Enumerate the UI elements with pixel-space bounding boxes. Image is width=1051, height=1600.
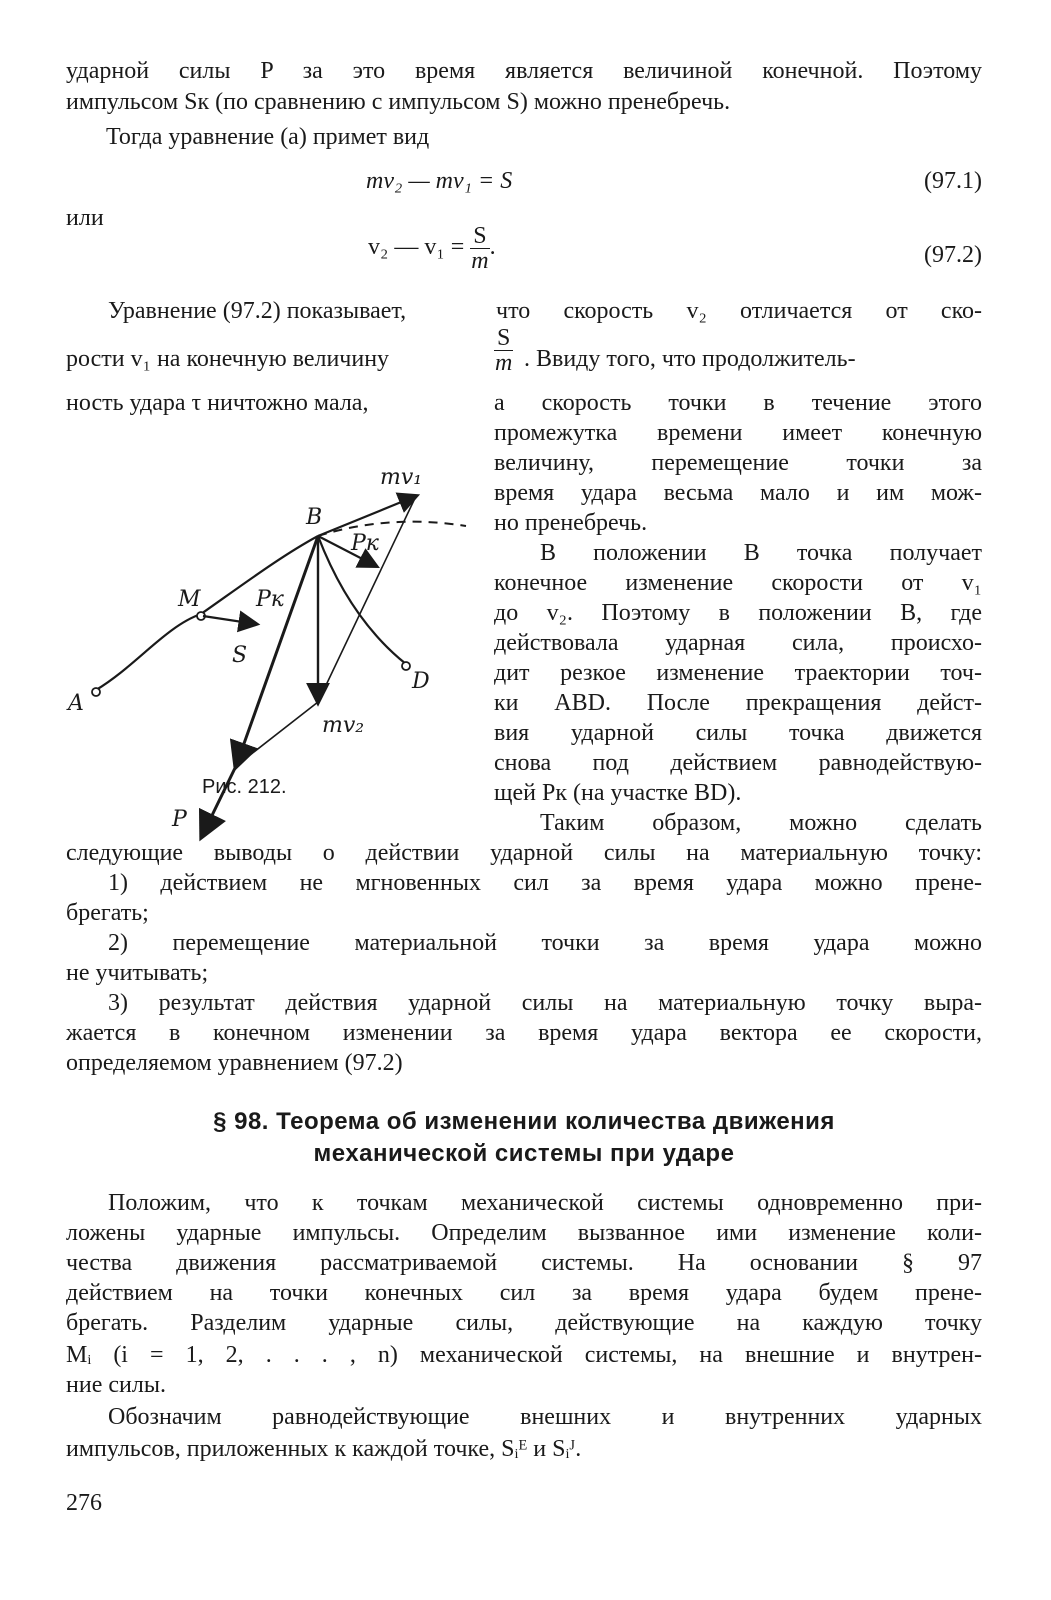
inline-fraction <box>494 326 513 375</box>
text-line: ность удара τ ничтожно мала, <box>66 390 369 416</box>
text-line: определяемом уравнением (97.2) <box>66 1050 403 1076</box>
label-mv1: mv₁ <box>380 465 423 490</box>
page-number: 276 <box>66 1490 102 1516</box>
trajectory-ab <box>96 536 318 690</box>
text-line: ки ABD. После прекращения дейст- <box>494 690 982 716</box>
text-line: а скорость точки в течение этого <box>494 390 982 416</box>
text-line: конечное изменение скорости от v₁ <box>494 570 982 596</box>
text-line: ударной силы P за это время является величиной конечной. Поэтому <box>66 58 982 84</box>
text-line: Уравнение (97.2) показывает, <box>108 298 407 324</box>
text-line: жается в конечном изменении за время удара вектора ее скорости, <box>66 1020 982 1046</box>
label-p: P <box>172 807 187 832</box>
text-line: рости v₁ на конечную величину <box>66 346 390 372</box>
text-line: снова под действием равнодействую- <box>494 750 982 776</box>
equation-tail: . <box>489 234 496 261</box>
construction-line <box>318 496 416 702</box>
equation-number: (97.1) <box>924 168 982 194</box>
equation-left: v₂ — v₁ = <box>368 234 471 261</box>
text-line: ложены ударные импульсы. Определим вызванное ими изменение коли- <box>66 1220 982 1246</box>
text-line: щей Pк (на участке BD). <box>494 780 742 806</box>
fraction-denominator: m <box>471 248 489 274</box>
vector-mv1 <box>318 496 416 536</box>
text-line: Mᵢ (i = 1, 2, . . . , n) механической системы, на внешние и внутрен- <box>66 1342 982 1368</box>
text-line: следующие выводы о действии ударной силы на материальную точку: <box>66 840 982 866</box>
text-line: до v₂. Поэтому в положении B, где <box>494 600 982 626</box>
label-s: S <box>232 643 248 668</box>
vector-pk-m <box>203 616 256 624</box>
section-heading: § 98. Теорема об изменении количества движения <box>213 1108 835 1135</box>
text-line: ние силы. <box>66 1372 166 1398</box>
text-line: импульсом Sк (по сравнению с импульсом S) можно пренебречь. <box>66 89 731 115</box>
fraction-numerator: S <box>494 326 513 351</box>
fraction-denominator: m <box>495 350 513 376</box>
figure-caption: Рис. 212. <box>202 776 287 798</box>
text-line: импульсов, приложенных к каждой точке, Sᵢᴱ и Sᵢᴶ. <box>66 1436 582 1462</box>
text-line: . Ввиду того, что продолжитель- <box>524 346 856 372</box>
text-line: вия ударной силы точка движется <box>494 720 982 746</box>
text-line: Обозначим равнодействующие внешних и внутренних ударных <box>108 1404 982 1430</box>
text-line: Положим, что к точкам механической системы одновременно при- <box>108 1190 982 1216</box>
label-b: B <box>306 505 323 530</box>
trajectory-dashed <box>318 522 466 536</box>
fraction <box>494 326 513 375</box>
text-line: не учитывать; <box>66 960 209 986</box>
text-line: В положении B точка получает <box>540 540 982 566</box>
equation-97-1: mv₂ — mv₁ = S <box>366 168 513 194</box>
text-line: время удара весьма мало и им мож- <box>494 480 982 506</box>
fraction <box>470 224 489 273</box>
label-pk-m: Pк <box>256 587 284 612</box>
text-line: брегать. Разделим ударные силы, действующие на каждую точку <box>66 1310 982 1336</box>
text-line: чества движения рассматриваемой системы. На основании § 97 <box>66 1250 982 1276</box>
text-line: 3) результат действия ударной силы на материальную точку выра- <box>108 990 982 1016</box>
text-line: Таким образом, можно сделать <box>540 810 982 836</box>
point-d <box>402 662 410 670</box>
text-line: но пренебречь. <box>494 510 648 536</box>
vector-s <box>236 536 318 766</box>
text-line: что скорость v₂ отличается от ско- <box>496 298 982 324</box>
text-line: дит резкое изменение траектории точ- <box>494 660 982 686</box>
text-line: действием на точки конечных сил за время удара будем прене- <box>66 1280 982 1306</box>
text-line: промежутка времени имеет конечную <box>494 420 982 446</box>
label-a: A <box>68 691 84 716</box>
figure-212 <box>66 376 496 896</box>
fraction-numerator: S <box>470 224 489 249</box>
text-line: 2) перемещение материальной точки за время удара можно <box>108 930 982 956</box>
equation-97-2 <box>368 224 496 273</box>
label-d: D <box>412 669 430 694</box>
text-line: действовала ударная сила, происхо- <box>494 630 982 656</box>
text-line: 1) действием не мгновенных сил за время удара можно прене- <box>108 870 982 896</box>
label-m: M <box>178 587 201 612</box>
text-line: или <box>66 205 104 231</box>
point-a <box>92 688 100 696</box>
label-mv2: mv₂ <box>322 713 365 738</box>
section-heading: механической системы при ударе <box>313 1140 735 1167</box>
text-line: Тогда уравнение (а) примет вид <box>106 124 430 150</box>
text-line: брегать; <box>66 900 149 926</box>
label-pk-b: Pк <box>351 531 379 556</box>
equation-number: (97.2) <box>924 242 982 268</box>
text-line: величину, перемещение точки за <box>494 450 982 476</box>
